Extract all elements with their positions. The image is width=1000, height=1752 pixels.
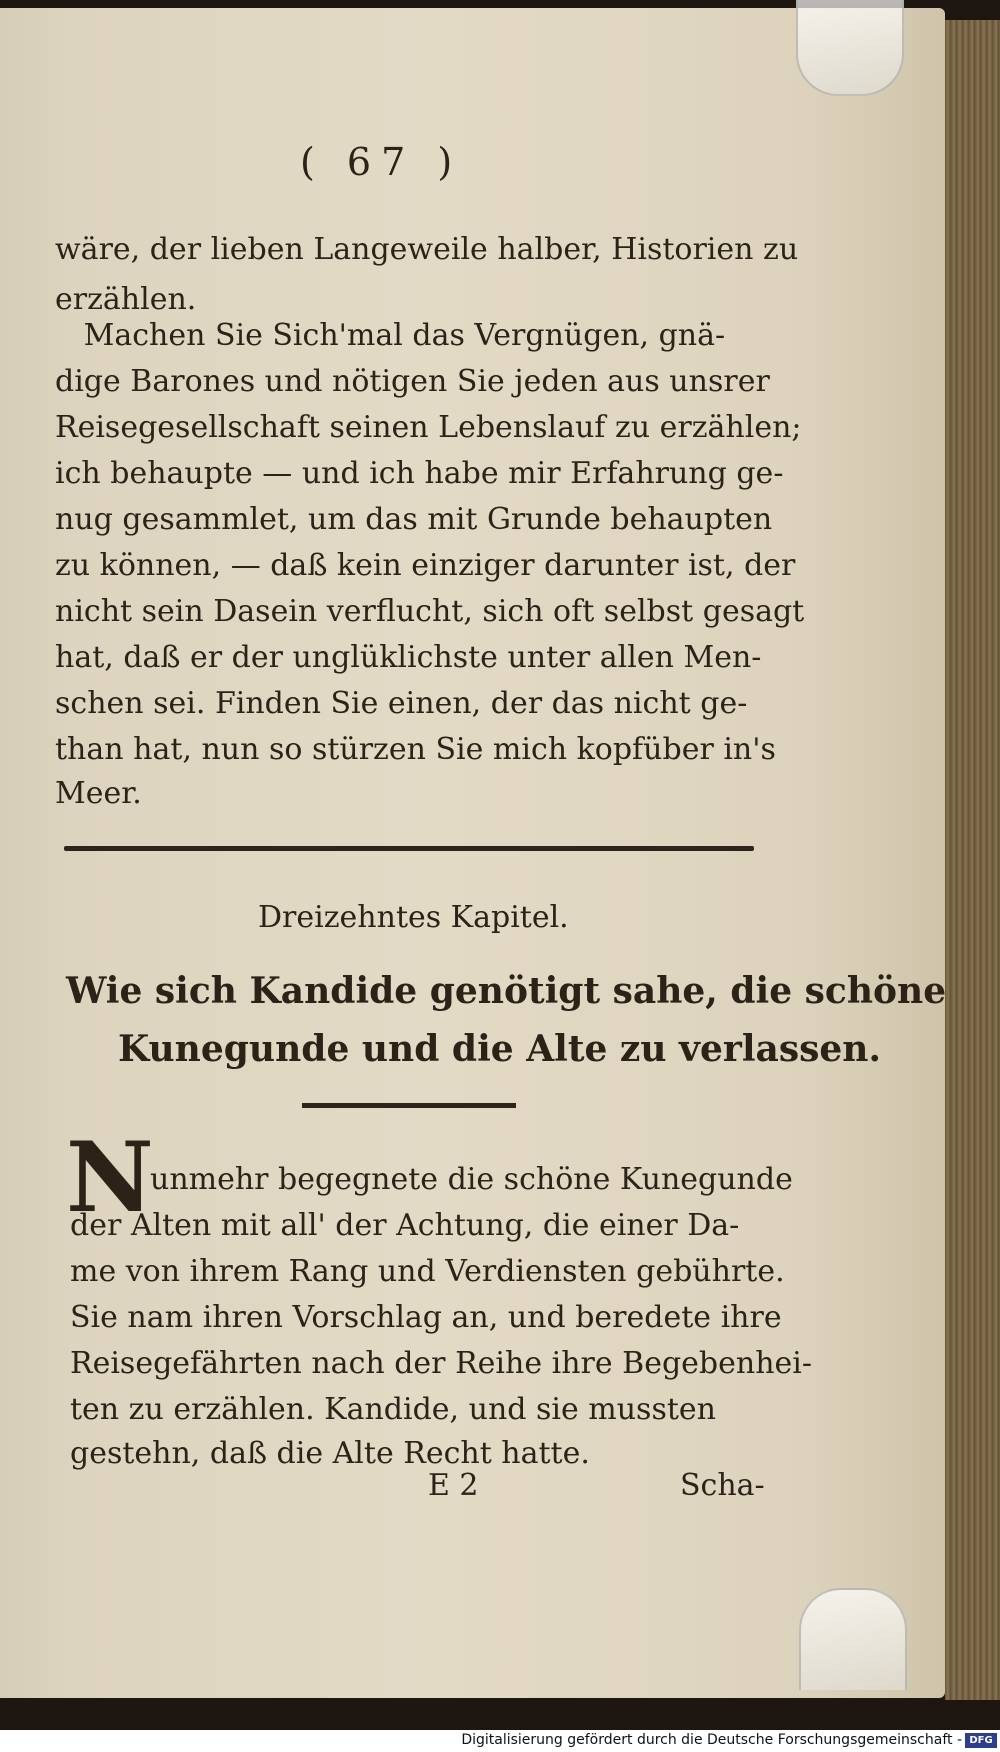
text-line: dige Barones und nötigen Sie jeden aus unsrer xyxy=(55,364,770,399)
text-line: schen sei. Finden Sie einen, der das nicht ge- xyxy=(55,686,748,721)
text-line: unmehr begegnete die schöne Kunegunde xyxy=(150,1162,793,1197)
text-line: Machen Sie Sich'mal das Vergnügen, gnä- xyxy=(55,318,726,353)
footer-credit: Digitalisierung gefördert durch die Deutsche Forschungsgemeinschaft - xyxy=(461,1732,962,1748)
footer-bar xyxy=(0,1730,1000,1752)
chapter-title: Kunegunde und die Alte zu verlassen. xyxy=(118,1028,881,1070)
text-line: than hat, nun so stürzen Sie mich kopfüber in's xyxy=(55,732,776,767)
catchword: Scha- xyxy=(680,1468,765,1503)
page-clip-top xyxy=(796,0,904,96)
text-line: nug gesammlet, um das mit Grunde behaupten xyxy=(55,502,773,537)
text-line: ten zu erzählen. Kandide, und sie mussten xyxy=(70,1392,716,1427)
text-line: wäre, der lieben Langeweile halber, Historien zu xyxy=(55,232,799,267)
text-line: gestehn, daß die Alte Recht hatte. xyxy=(70,1436,590,1471)
dfg-logo: DFG xyxy=(965,1733,997,1748)
text-line: Meer. xyxy=(55,776,142,811)
book-edge xyxy=(945,20,1000,1700)
text-line: nicht sein Dasein verflucht, sich oft selbst gesagt xyxy=(55,594,805,629)
signature-mark: E 2 xyxy=(428,1468,479,1503)
page-number: ( 67 ) xyxy=(300,140,463,184)
chapter-title: Wie sich Kandide genötigt sahe, die schöne xyxy=(66,970,947,1012)
text-line: erzählen. xyxy=(55,282,197,317)
title-rule xyxy=(302,1103,516,1108)
section-divider xyxy=(64,846,754,851)
text-line: Reisegefährten nach der Reihe ihre Begebenhei- xyxy=(70,1346,813,1381)
text-line: der Alten mit all' der Achtung, die einer Da- xyxy=(70,1208,740,1243)
text-line: me von ihrem Rang und Verdiensten gebührte. xyxy=(70,1254,785,1289)
text-line: ich behaupte — und ich habe mir Erfahrung ge- xyxy=(55,456,784,491)
page-clip-bottom xyxy=(799,1588,907,1690)
text-line: Sie nam ihren Vorschlag an, und beredete ihre xyxy=(70,1300,782,1335)
text-line: zu können, — daß kein einziger darunter ist, der xyxy=(55,548,796,583)
drop-cap: N xyxy=(66,1121,154,1234)
text-line: Reisegesellschaft seinen Lebenslauf zu erzählen; xyxy=(55,410,802,445)
chapter-heading: Dreizehntes Kapitel. xyxy=(258,900,569,935)
text-line: hat, daß er der unglüklichste unter allen Men- xyxy=(55,640,762,675)
